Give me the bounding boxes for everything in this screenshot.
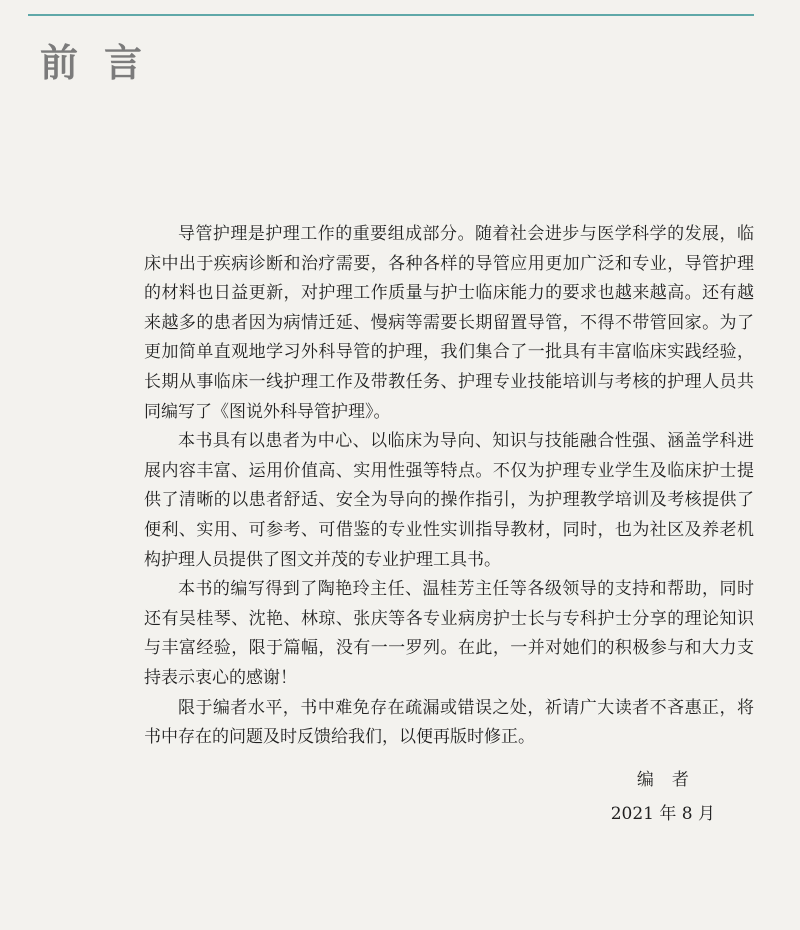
date: 2021 年 8 月 [610, 804, 715, 824]
paragraph-1: 导管护理是护理工作的重要组成部分。随着社会进步与医学科学的发展，临床中出于疾病诊断和治疗需要，各种各样的导管应用更加广泛和专业，导管护理的材料也日益更新，对护理工作质量与护士临床能力的要求也越来越高。还有越来越多的患者因为病情迁延、慢病等需要长期留置导管，不得不带管回家。为了更加简单直观地学习外科导管的护理，我们集合了一批具有丰富临床实践经验，长期从事临床一线护理工作及带教任务、护理专业技能培训与考核的护理人员共同编写了《图说外科导管护理》。 [144, 224, 754, 422]
preface-body [144, 220, 754, 753]
header-rule [28, 14, 754, 16]
paragraph-3: 本书的编写得到了陶艳玲主任、温桂芳主任等各级领导的支持和帮助，同时还有吴桂琴、沈艳、林琼、张庆等各专业病房护士长与专科护士分享的理论知识与丰富经验，限于篇幅，没有一一罗列。在此，一并对她们的积极参与和大力支持表示衷心的感谢！ [144, 579, 754, 688]
signature-block [611, 765, 715, 829]
page-title: 前言 [40, 41, 169, 85]
author-signature: 编者 [636, 770, 707, 790]
paragraph-4: 限于编者水平，书中难免存在疏漏或错误之处，祈请广大读者不吝惠正，将书中存在的问题及时反馈给我们，以便再版时修正。 [144, 697, 754, 748]
paragraph-2: 本书具有以患者为中心、以临床为导向、知识与技能融合性强、涵盖学科进展内容丰富、运用价值高、实用性强等特点。不仅为护理专业学生及临床护士提供了清晰的以患者舒适、安全为导向的操作指引，为护理教学培训及考核提供了便利、实用、可参考、可借鉴的专业性实训指导教材，同时，也为社区及养老机构护理人员提供了图文并茂的专业护理工具书。 [144, 431, 754, 570]
